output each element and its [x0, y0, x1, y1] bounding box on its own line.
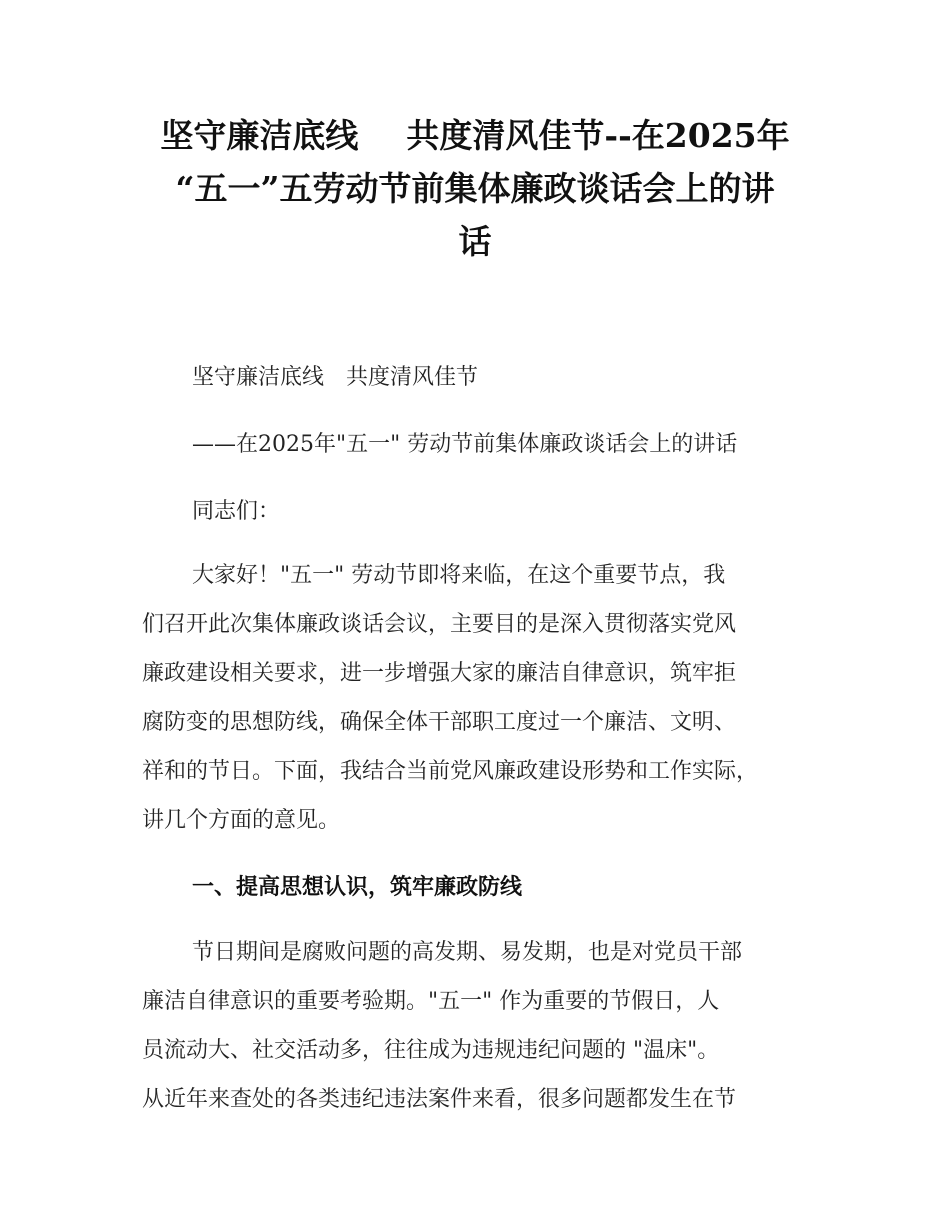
intro-paragraph-line: 祥和的节日。下面，我结合当前党风廉政建设形势和工作实际， — [142, 759, 759, 784]
title-line-1 — [140, 108, 810, 163]
intro-paragraph-line: 讲几个方面的意见。 — [142, 808, 341, 833]
title-line-1-part-2: 共度清风佳节--在2025年 — [406, 116, 790, 155]
subtitle-sub: ——在2025年"五一" 劳动节前集体廉政谈话会上的讲话 — [192, 432, 738, 457]
title-line-1-part-1: 坚守廉洁底线 — [160, 116, 359, 155]
section-1-paragraph-line: 节日期间是腐败问题的高发期、易发期，也是对党员干部 — [192, 940, 743, 965]
intro-paragraph-line: 们召开此次集体廉政谈话会议，主要目的是深入贯彻落实党风 — [142, 612, 737, 637]
section-1-paragraph-line: 从近年来查处的各类违纪违法案件来看，很多问题都发生在节 — [142, 1087, 737, 1112]
section-1-paragraph-line: 廉洁自律意识的重要考验期。"五一" 作为重要的节假日，人 — [142, 989, 720, 1014]
title-line-3: 话 — [458, 222, 492, 261]
intro-paragraph-line: 廉政建设相关要求，进一步增强大家的廉洁自律意识，筑牢拒 — [142, 661, 737, 686]
salutation: 同志们： — [192, 499, 281, 524]
section-1-heading: 一、提高思想认识，筑牢廉政防线 — [192, 875, 523, 900]
intro-paragraph-line: 腐防变的思想防线，确保全体干部职工度过一个廉洁、文明、 — [142, 710, 737, 735]
title-line-2: “五一”五劳动节前集体廉政谈话会上的讲 — [175, 169, 775, 208]
intro-paragraph-line: 大家好！"五一" 劳动节即将来临，在这个重要节点，我 — [192, 563, 726, 588]
section-1-paragraph-line: 员流动大、社交活动多，往往成为违规违纪问题的 "温床"。 — [142, 1038, 720, 1063]
subtitle-main: 坚守廉洁底线 共度清风佳节 — [192, 365, 479, 390]
